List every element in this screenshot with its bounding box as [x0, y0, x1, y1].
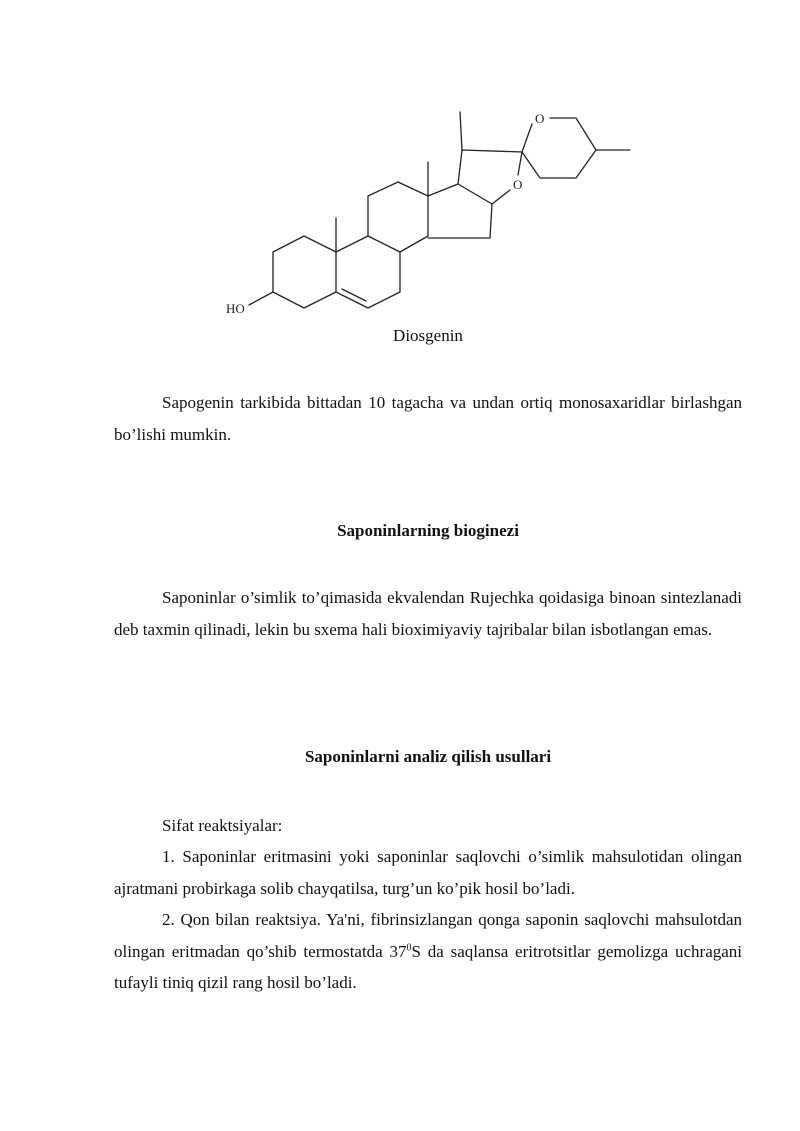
ring-a [249, 236, 336, 308]
structure-svg [200, 100, 640, 325]
o-furan-label: O [513, 177, 523, 192]
blood-reaction-text-b: S da saqlansa eritrotsitlar gemolizga uchragani tufayli tiniq qizil rang hosil bo’ladi. [114, 941, 743, 992]
double-bond [342, 289, 366, 301]
paragraph-qualitative-reactions: Sifat reaktsiyalar: [162, 816, 283, 835]
methyl-c20 [460, 112, 462, 150]
o-pyran-label: O [535, 111, 545, 126]
figure-caption: Diosgenin [393, 326, 463, 345]
ring-b [336, 236, 400, 308]
degree-superscript: 0 [406, 941, 412, 953]
ring-c [368, 182, 428, 252]
heading-analysis-methods: Saponinlarni analiz qilish usullari [304, 747, 552, 766]
list-item-foam-test: 1. Saponinlar eritmasini yoki saponinlar saqlovchi o’simlik mahsulotidan olingan ajratmani probirkaga solib chayqatilsa, turg’un ko’pik hosil bo’ladi. [114, 847, 742, 898]
diosgenin-structure-figure [200, 100, 640, 325]
blood-reaction-text-a: 2. Qon bilan reaktsiya. Ya'ni, fibrinsizlangan qonga saponin saqlovchi mahsulotdan olingan eritmadan qo’shib termostatda 37 [114, 910, 742, 961]
heading-bioginezi: Saponinlarning bioginezi [337, 521, 519, 540]
ho-label: HO [226, 301, 245, 316]
ring-d [428, 184, 492, 238]
list-item-blood-reaction [114, 904, 742, 999]
paragraph-biosynthesis: Saponinlar o’simlik to’qimasida ekvalendan Rujechka qoidasiga binoan sintezlanadi deb taxmin qilinadi, lekin bu sxema hali bioximiyaviy tajribalar bilan isbotlangan emas. [114, 588, 742, 639]
ring-f [522, 124, 532, 152]
paragraph-sapogenin: Sapogenin tarkibida bittadan 10 tagacha va undan ortiq monosaxaridlar birlashgan bo’lishi mumkin. [114, 393, 742, 444]
